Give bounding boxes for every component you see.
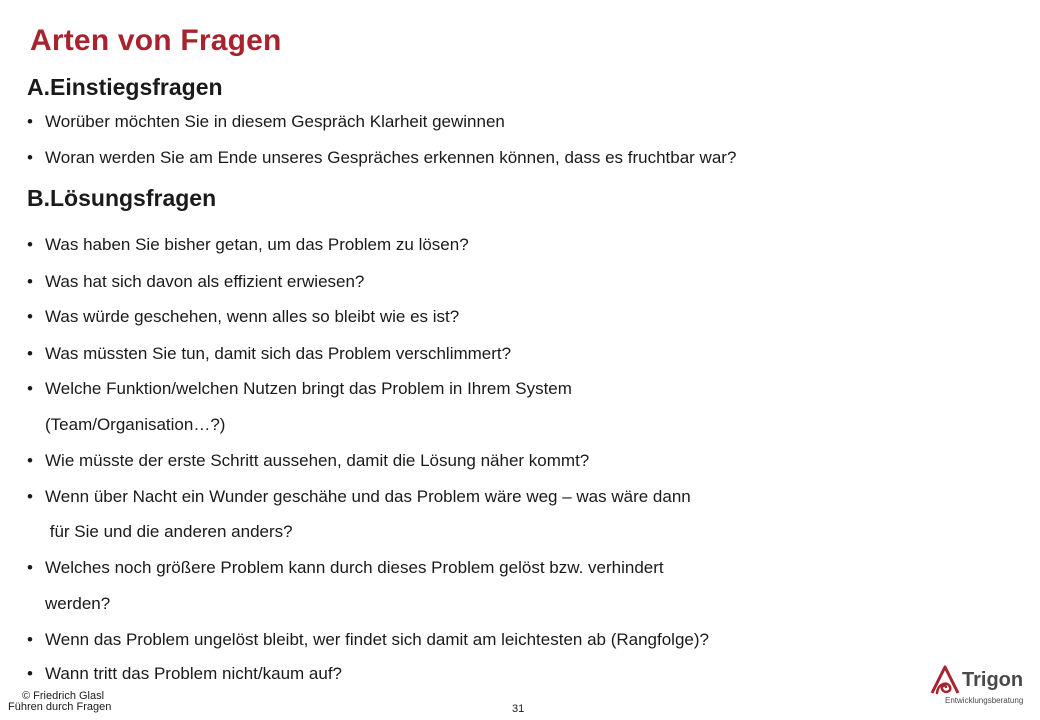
list-item-text: Woran werden Sie am Ende unseres Gespräches erkennen können, dass es fruchtbar war?: [45, 148, 737, 167]
bullet-icon: •: [27, 379, 33, 398]
page-number: 31: [512, 703, 525, 715]
list-item-text: Worüber möchten Sie in diesem Gespräch Klarheit gewinnen: [45, 112, 505, 131]
bullet-icon: •: [27, 235, 33, 254]
footer-copyright: © Friedrich Glasl: [22, 690, 105, 702]
list-item: [27, 111, 505, 133]
trigon-logo: [928, 663, 1028, 709]
bullet-icon: •: [27, 630, 33, 649]
list-item-continuation: (Team/Organisation…?): [45, 415, 226, 434]
bullet-icon: •: [27, 112, 33, 131]
list-item: [27, 378, 572, 400]
list-item-text: Wenn über Nacht ein Wunder geschähe und das Problem wäre weg – was wäre dann: [45, 487, 691, 506]
list-item-text: Was würde geschehen, wenn alles so bleibt wie es ist?: [45, 307, 460, 326]
bullet-icon: •: [27, 344, 33, 363]
logo-name: Trigon: [962, 669, 1024, 691]
section-heading-loesungsfragen: B.Lösungsfragen: [27, 185, 217, 211]
list-item: [27, 343, 511, 365]
bullet-icon: •: [27, 451, 33, 470]
list-item: [27, 450, 589, 472]
list-item: [27, 663, 342, 685]
bullet-icon: •: [27, 487, 33, 506]
list-item: [27, 271, 364, 293]
list-item: [27, 486, 691, 508]
bullet-icon: •: [27, 148, 33, 167]
bullet-icon: •: [27, 558, 33, 577]
list-item-text: Wann tritt das Problem nicht/kaum auf?: [45, 664, 343, 683]
list-item: [27, 234, 469, 256]
list-item-continuation: werden?: [45, 594, 111, 613]
list-item-text: Wenn das Problem ungelöst bleibt, wer findet sich damit am leichtesten ab (Rangfolge)?: [45, 630, 709, 649]
footer-subtitle: Führen durch Fragen: [8, 701, 112, 713]
list-item: [27, 147, 736, 169]
slide-title: Arten von Fragen: [30, 24, 282, 57]
bullet-icon: •: [27, 307, 33, 326]
list-item-text: Was haben Sie bisher getan, um das Problem zu lösen?: [45, 235, 469, 254]
list-item-continuation: für Sie und die anderen anders?: [45, 522, 293, 541]
list-item-text: Was müssten Sie tun, damit sich das Problem verschlimmert?: [45, 344, 512, 363]
trigon-swirl-icon: [928, 663, 962, 697]
list-item: [27, 557, 664, 579]
list-item: [27, 306, 459, 328]
bullet-icon: •: [27, 272, 33, 291]
list-item-text: Wie müsste der erste Schritt aussehen, damit die Lösung näher kommt?: [45, 451, 590, 470]
section-heading-einstiegsfragen: A.Einstiegsfragen: [27, 74, 223, 100]
list-item-text: Welches noch größere Problem kann durch dieses Problem gelöst bzw. verhindert: [45, 558, 664, 577]
list-item-text: Welche Funktion/welchen Nutzen bringt das Problem in Ihrem System: [45, 379, 572, 398]
list-item-text: Was hat sich davon als effizient erwiesen?: [45, 272, 365, 291]
bullet-icon: •: [27, 664, 33, 683]
logo-tagline: Entwicklungsberatung: [945, 696, 1024, 705]
list-item: [27, 629, 709, 651]
